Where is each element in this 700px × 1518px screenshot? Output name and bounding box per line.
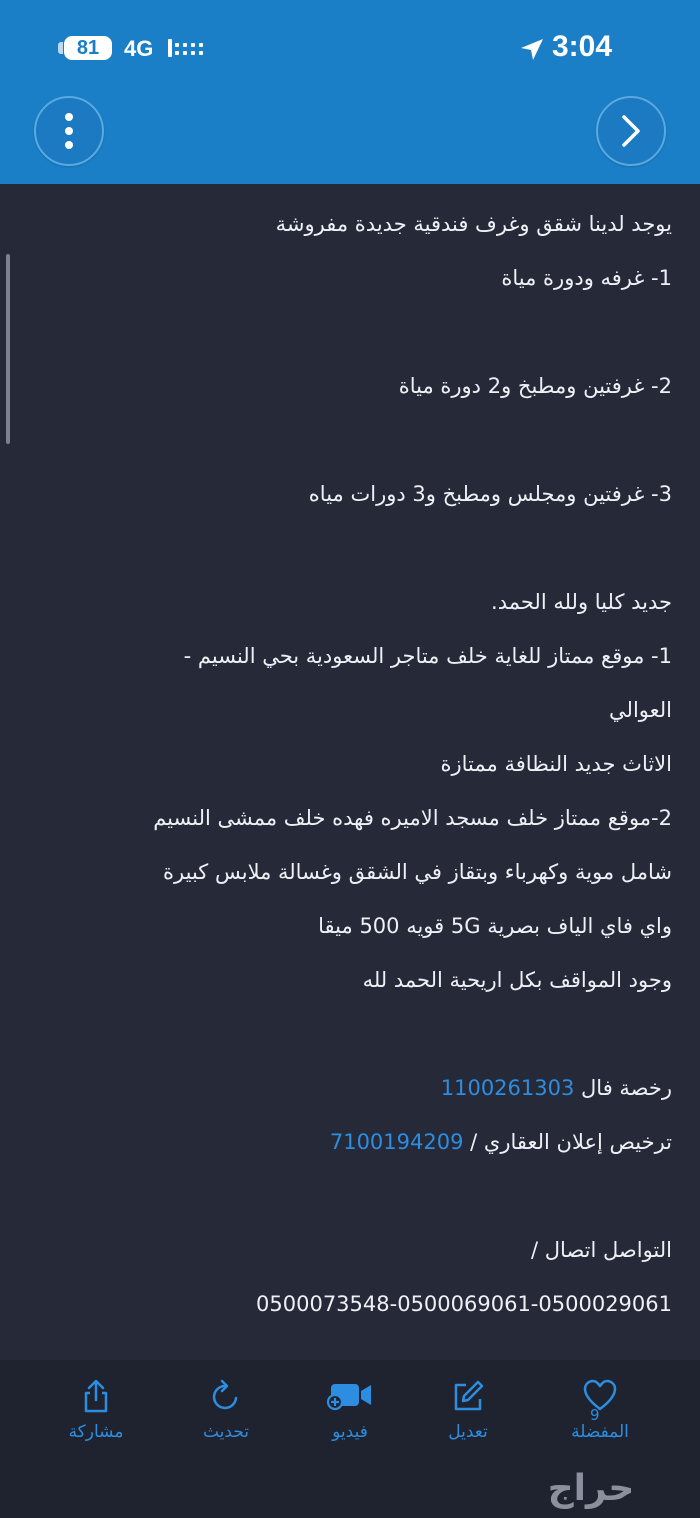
refresh-label: تحديث: [202, 1422, 250, 1442]
clock: 3:04: [552, 30, 613, 63]
share-label: مشاركة: [68, 1422, 124, 1442]
haraj-logo: حراج: [547, 1468, 635, 1509]
battery-tip: [58, 42, 63, 54]
network-type: 4G: [124, 36, 154, 61]
status-bar: [0, 28, 700, 68]
description-line: شامل موية وكهرباء وبتقاز في الشقق وغسالة ملابس كبيرة: [163, 860, 672, 884]
share-icon: [80, 1378, 112, 1414]
battery-level: 81: [64, 36, 112, 60]
ad-license-number-link[interactable]: 7100194209: [329, 1130, 464, 1154]
fal-license-label: رخصة فال: [581, 1076, 672, 1100]
description-line: العوالي: [609, 698, 672, 722]
video-camera-icon: [325, 1378, 375, 1414]
contact-phones[interactable]: 0500073548-0500069061-0500029061: [256, 1292, 672, 1316]
description-line: 1- غرفه ودورة مياة: [501, 266, 672, 290]
fal-license-number-link[interactable]: 1100261303: [440, 1076, 575, 1100]
description-line: واي فاي الياف بصرية 5G قويه 500 ميقا: [318, 914, 672, 938]
favorite-count: 9: [590, 1406, 600, 1424]
heart-icon: [582, 1378, 618, 1414]
video-label: فيديو: [332, 1422, 368, 1442]
app-header: [0, 0, 700, 184]
share-tab[interactable]: [36, 1378, 156, 1458]
scrollbar[interactable]: [6, 254, 10, 444]
refresh-tab[interactable]: [166, 1378, 286, 1458]
ad-license: [22, 1130, 672, 1154]
signal-icon: [168, 37, 206, 59]
edit-tab[interactable]: [408, 1378, 528, 1458]
more-vertical-icon: [59, 111, 79, 151]
favorite-tab[interactable]: [540, 1378, 660, 1458]
contact-label: التواصل اتصال /: [531, 1238, 672, 1262]
description-line: يوجد لدينا شقق وغرف فندقية جديدة مفروشة: [275, 212, 672, 236]
favorite-label: المفضلة: [571, 1422, 629, 1442]
description-line: 2-موقع ممتاز خلف مسجد الاميره فهده خلف ممشى النسيم: [153, 806, 672, 830]
ad-license-label: ترخيص إعلان العقاري /: [470, 1130, 672, 1154]
edit-icon: [451, 1378, 485, 1414]
location-arrow-icon: [518, 36, 546, 64]
description-line: 2- غرفتين ومطبخ و2 دورة مياة: [398, 374, 672, 398]
chevron-right-icon: [619, 113, 643, 149]
fal-license: [22, 1076, 672, 1100]
description-line: 1- موقع ممتاز للغاية خلف متاجر السعودية بحي النسيم -: [183, 644, 672, 668]
description-line: جديد كليا ولله الحمد.: [491, 590, 672, 614]
edit-label: تعديل: [448, 1422, 488, 1442]
description-line: 3- غرفتين ومجلس ومطبخ و3 دورات مياه: [308, 482, 672, 506]
next-button[interactable]: [596, 96, 666, 166]
menu-button[interactable]: [34, 96, 104, 166]
description-line: الاثاث جديد النظافة ممتازة: [440, 752, 672, 776]
description-line: وجود المواقف بكل اريحية الحمد لله: [362, 968, 672, 992]
video-tab[interactable]: [290, 1378, 410, 1458]
refresh-icon: [209, 1378, 243, 1414]
